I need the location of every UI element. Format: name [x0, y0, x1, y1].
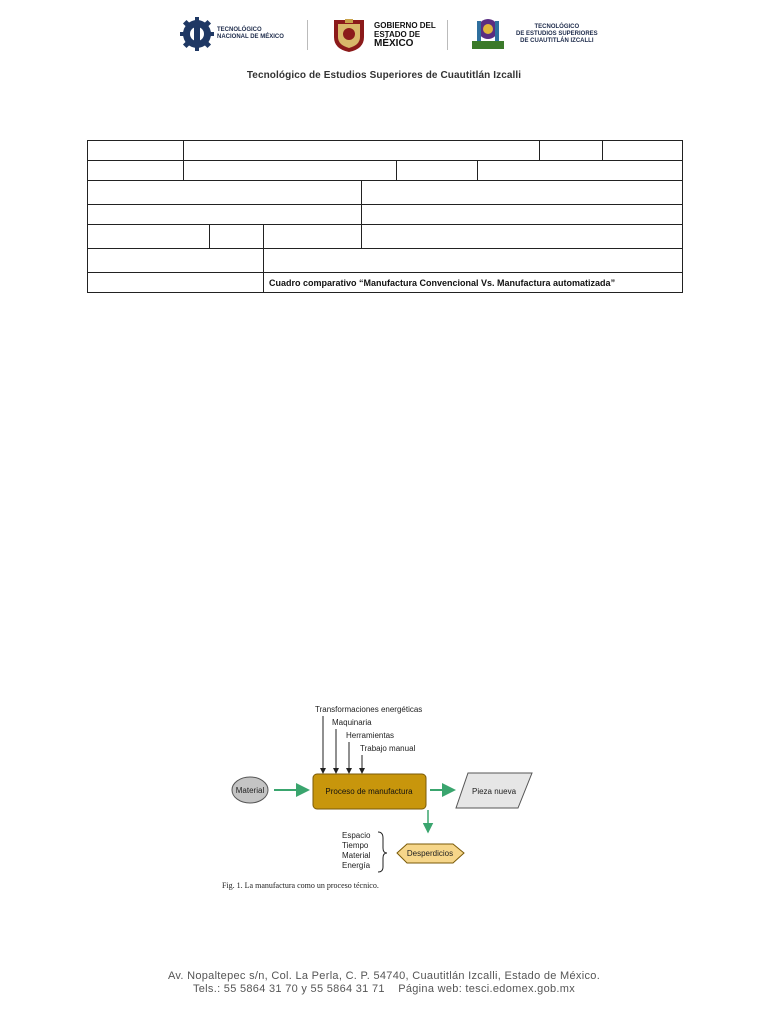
edomex-logo-line2: ESTADO DE: [374, 29, 421, 39]
table-cell: [540, 141, 603, 161]
table-cell: [397, 161, 478, 181]
edomex-shield-icon: [330, 15, 368, 53]
footer-address: Av. Nopaltepec s/n, Col. La Perla, C. P. 54740, Cuautitlán Izcalli, Estado de México.: [167, 970, 601, 982]
table-cell: [362, 205, 683, 225]
tesci-logo: [468, 14, 598, 54]
table-cell: [362, 181, 683, 205]
table-cell: [88, 141, 184, 161]
edomex-logo-line3: MÉXICO: [374, 37, 414, 49]
process-label: Proceso de manufactura: [325, 787, 413, 796]
table-row: [88, 181, 683, 205]
waste-item: Tiempo: [342, 841, 369, 850]
table-cell: [88, 225, 210, 249]
input-label: Transformaciones energéticas: [315, 705, 423, 714]
edomex-logo-line1: GOBIERNO DEL: [374, 20, 436, 30]
tesci-emblem-icon: [468, 15, 508, 53]
input-label: Maquinaria: [332, 718, 372, 727]
table-cell: [88, 161, 184, 181]
table-cell: [603, 141, 683, 161]
input-label: Trabajo manual: [360, 744, 416, 753]
table-row: [88, 141, 683, 161]
manufacturing-process-diagram: [216, 700, 552, 895]
info-table: [87, 140, 683, 293]
table-cell: [478, 161, 683, 181]
input-label: Herramientas: [346, 731, 395, 740]
institution-name: Tecnológico de Estudios Superiores de Cuautitlán Izcalli: [246, 70, 522, 81]
tesci-logo-line3: DE CUAUTITLÁN IZCALLI: [520, 37, 594, 44]
waste-item: Energía: [342, 861, 371, 870]
table-cell: [88, 181, 362, 205]
footer: [0, 970, 768, 996]
tecnm-logo: [180, 14, 284, 54]
table-row: [88, 273, 683, 293]
figure-caption: Fig. 1. La manufactura como un proceso técnico.: [222, 881, 379, 890]
output-label: Pieza nueva: [471, 787, 517, 796]
tecnm-logo-line1: TECNOLÓGICO: [217, 27, 262, 33]
waste-item: Espacio: [342, 831, 371, 840]
material-label: Material: [235, 786, 265, 795]
table-row: [88, 205, 683, 225]
table-row: [88, 249, 683, 273]
footer-contact: Tels.: 55 5864 31 70 y 55 5864 31 71 Página web: tesci.edomex.gob.mx: [192, 983, 576, 995]
brace-icon: [378, 832, 387, 872]
table-cell: [362, 225, 683, 249]
tesci-logo-line1: TECNOLÓGICO: [534, 23, 580, 30]
tesci-logo-line2: DE ESTUDIOS SUPERIORES: [516, 30, 598, 37]
waste-label: Desperdicios: [406, 849, 454, 858]
edomex-logo: [330, 14, 436, 54]
document-title-cell: Cuadro comparativo “Manufactura Convencional Vs. Manufactura automatizada”: [264, 273, 683, 293]
table-cell: [264, 249, 683, 273]
table-cell: [88, 273, 264, 293]
logo-divider: [307, 20, 308, 50]
table-cell: [88, 205, 362, 225]
table-row: [88, 161, 683, 181]
logo-divider: [447, 20, 448, 50]
table-cell: [210, 225, 264, 249]
table-cell: [184, 161, 397, 181]
table-cell: [88, 249, 264, 273]
waste-item: Material: [342, 851, 371, 860]
table-cell: [184, 141, 540, 161]
table-row: [88, 225, 683, 249]
tecnm-gear-icon: [180, 17, 214, 51]
table-cell: [264, 225, 362, 249]
tecnm-logo-line2: NACIONAL DE MÉXICO: [217, 34, 284, 40]
header-logos: [0, 14, 768, 54]
